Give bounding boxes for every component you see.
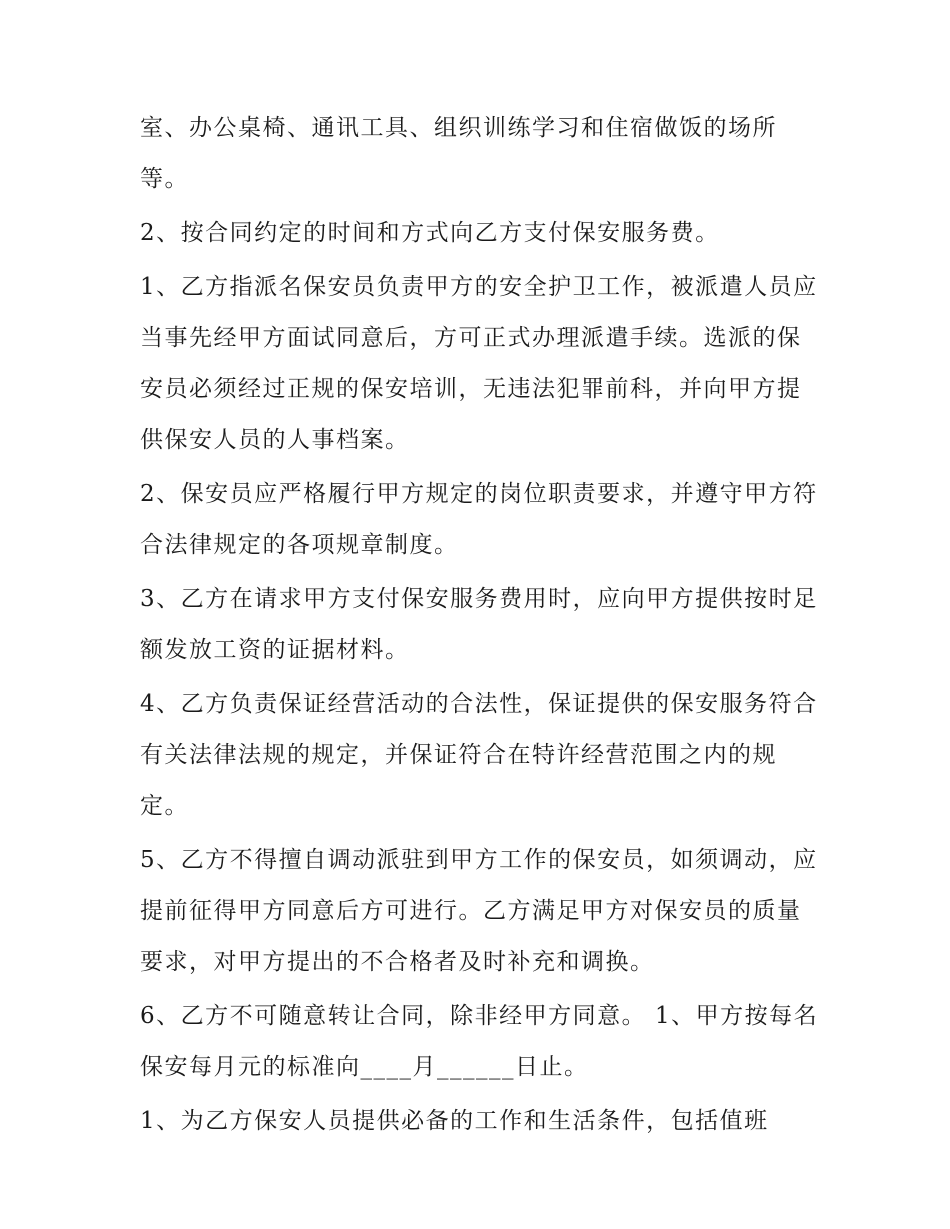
paragraph-party-a-1: 1、为乙方保安人员提供必备的工作和生活条件，包括值班 [140, 1108, 769, 1134]
document-body [140, 103, 820, 1150]
paragraph-party-b-2: 2、保安员应严格履行甲方规定的岗位职责要求，并遵守甲方符合法律规定的各项规章制度。 [140, 481, 818, 558]
paragraph-party-b-4: 4、乙方负责保证经营活动的合法性，保证提供的保安服务符合有关法律法规的规定，并保证符合在特许经营范围之内的规定。 [140, 691, 818, 819]
paragraph-party-b-1: 1、乙方指派名保安员负责甲方的安全护卫工作，被派遣人员应当事先经甲方面试同意后，方可正式办理派遣手续。选派的保安员必须经过正规的保安培训，无违法犯罪前科，并向甲方提供保安人员的人事档案。 [140, 274, 818, 453]
paragraph-party-a-2: 2、按合同约定的时间和方式向乙方支付保安服务费。 [140, 220, 720, 246]
paragraph-continued: 室、办公桌椅、通讯工具、组织训练学习和住宿做饭的场所等。 [140, 115, 777, 192]
paragraph-party-b-5: 5、乙方不得擅自调动派驻到甲方工作的保安员，如须调动，应提前征得甲方同意后方可进行。乙方满足甲方对保安员的质量要求，对甲方提出的不合格者及时补充和调换。 [140, 847, 818, 975]
paragraph-party-b-3: 3、乙方在请求甲方支付保安服务费用时，应向甲方提供按时足额发放工资的证据材料。 [140, 586, 818, 663]
paragraph-party-b-6: 6、乙方不可随意转让合同，除非经甲方同意。 1、甲方按每名保安每月元的标准向____月______日止。 [140, 1003, 819, 1080]
